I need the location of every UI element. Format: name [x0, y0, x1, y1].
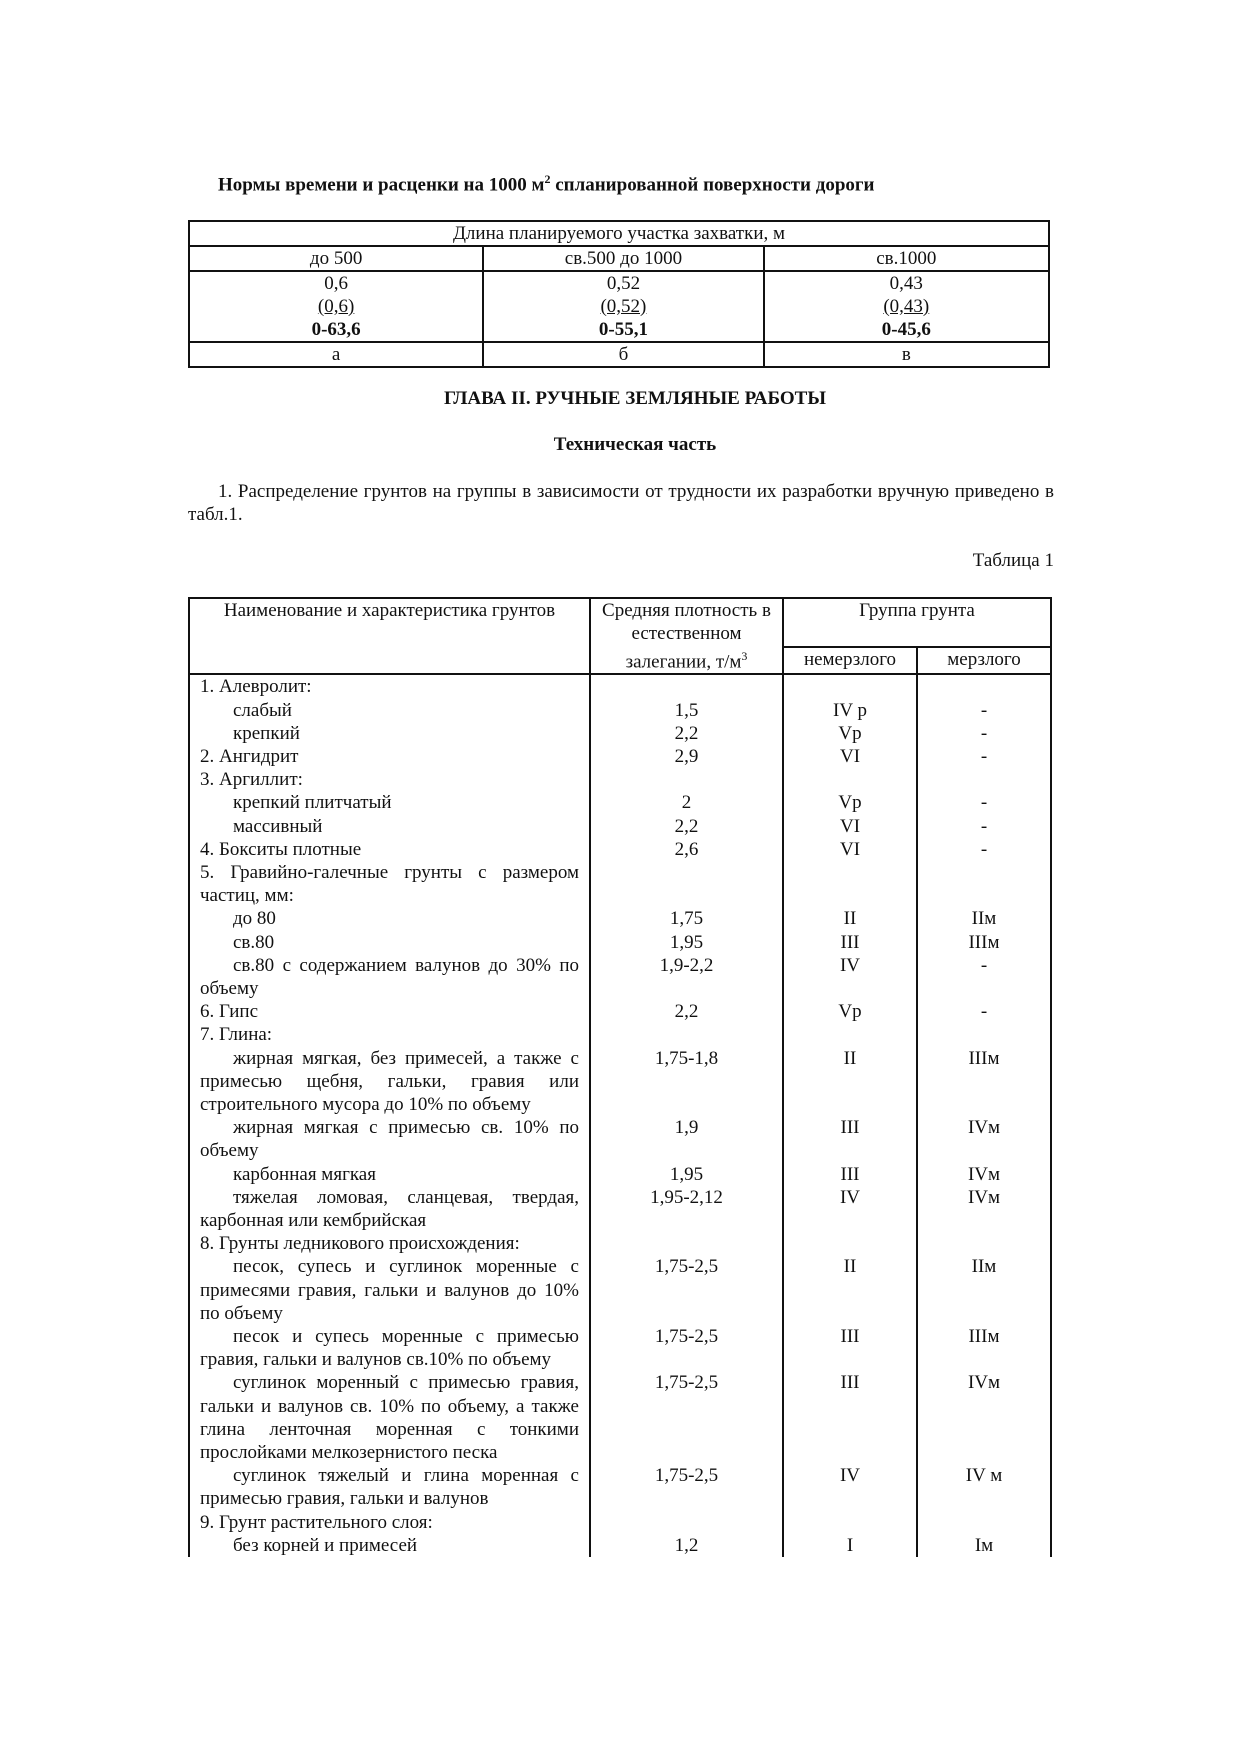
table-row — [189, 931, 1051, 954]
group-unfrozen-cell: Vр — [783, 1000, 917, 1023]
norm-cell-b — [483, 271, 763, 342]
norm-title-rest: спланированной поверхности дороги — [550, 174, 875, 196]
table-row — [189, 1000, 1051, 1023]
norm-time-paren-b: (0,52) — [600, 296, 647, 317]
header-unfrozen: немерзлого — [783, 647, 917, 674]
group-unfrozen-cell: II — [783, 1255, 917, 1325]
section-title: Техническая часть — [553, 434, 717, 455]
group-unfrozen-cell: IV — [783, 1186, 917, 1232]
soil-name-cell: до 80 — [189, 907, 590, 930]
chapter-title: ГЛАВА II. РУЧНЫЕ ЗЕМЛЯНЫЕ РАБОТЫ — [443, 388, 827, 409]
density-cell: 1,95 — [590, 931, 783, 954]
density-cell: 1,75-2,5 — [590, 1371, 783, 1464]
soil-name-cell: св.80 — [189, 931, 590, 954]
density-cell — [590, 1511, 783, 1534]
density-cell: 1,75-1,8 — [590, 1047, 783, 1117]
group-frozen-cell: - — [917, 838, 1051, 861]
norm-table — [188, 220, 1050, 368]
norm-time-b: 0,52 — [606, 273, 641, 294]
table-row — [189, 1047, 1051, 1117]
table-row — [189, 1534, 1051, 1557]
table-row — [189, 1232, 1051, 1255]
group-frozen-cell: - — [917, 815, 1051, 838]
soil-name-cell: 3. Аргиллит: — [189, 768, 590, 791]
density-cell: 1,75 — [590, 907, 783, 930]
norm-col-3: св.1000 — [764, 246, 1049, 271]
group-unfrozen-cell: II — [783, 1047, 917, 1117]
table-row — [189, 1163, 1051, 1186]
group-frozen-cell: IIIм — [917, 931, 1051, 954]
soil-name-cell: 7. Глина: — [189, 1023, 590, 1046]
norm-table-header: Длина планируемого участка захватки, м — [189, 221, 1049, 246]
density-cell: 2,2 — [590, 1000, 783, 1023]
group-unfrozen-cell: I — [783, 1534, 917, 1557]
soil-name-cell: суглинок моренный с примесью гравия, гальки и валунов св. 10% по объему, а также глина ленточная моренная с тонкими прослойками мелкозернистого песка — [189, 1371, 590, 1464]
table-row — [189, 1255, 1051, 1325]
group-frozen-cell: IIIм — [917, 1047, 1051, 1117]
group-unfrozen-cell — [783, 674, 917, 698]
norm-time-paren-a: (0,6) — [317, 296, 355, 317]
group-frozen-cell — [917, 1511, 1051, 1534]
soil-name-cell: карбонная мягкая — [189, 1163, 590, 1186]
group-unfrozen-cell: III — [783, 1163, 917, 1186]
group-unfrozen-cell: Vр — [783, 722, 917, 745]
soil-name-cell: слабый — [189, 699, 590, 722]
norm-price-a: 0-63,6 — [311, 319, 361, 340]
norm-price-b: 0-55,1 — [598, 319, 648, 340]
soil-name-cell: без корней и примесей — [189, 1534, 590, 1557]
soil-name-cell: тяжелая ломовая, сланцевая, твердая, карбонная или кембрийская — [189, 1186, 590, 1232]
norm-time-v: 0,43 — [889, 273, 923, 294]
soil-name-cell: суглинок тяжелый и глина моренная с примесью гравия, гальки и валунов — [189, 1464, 590, 1510]
table-row — [189, 954, 1051, 1000]
group-frozen-cell: IVм — [917, 1371, 1051, 1464]
group-unfrozen-cell: III — [783, 1325, 917, 1371]
density-cell: 1,5 — [590, 699, 783, 722]
density-cell: 1,75-2,5 — [590, 1325, 783, 1371]
header-name — [189, 598, 590, 674]
soil-table-body — [189, 674, 1051, 1557]
group-frozen-cell — [917, 768, 1051, 791]
table-row — [189, 745, 1051, 768]
group-frozen-cell: - — [917, 722, 1051, 745]
group-frozen-cell: IIм — [917, 1255, 1051, 1325]
table-row — [189, 1325, 1051, 1371]
soil-name-cell: жирная мягкая с примесью св. 10% по объему — [189, 1116, 590, 1162]
table-row — [189, 1464, 1051, 1510]
density-cell: 1,95-2,12 — [590, 1186, 783, 1232]
table-row — [189, 699, 1051, 722]
table-row — [189, 861, 1051, 907]
soil-name-cell: крепкий плитчатый — [189, 791, 590, 814]
group-unfrozen-cell: VI — [783, 745, 917, 768]
density-cell: 1,75-2,5 — [590, 1464, 783, 1510]
soil-name-cell: песок, супесь и суглинок моренные с примесями гравия, гальки и валунов до 10% по объему — [189, 1255, 590, 1325]
header-name-text: Наименование и характеристика грунтов — [223, 600, 556, 621]
group-unfrozen-cell — [783, 768, 917, 791]
table-row — [189, 838, 1051, 861]
density-cell: 1,75-2,5 — [590, 1255, 783, 1325]
norm-col-2: св.500 до 1000 — [483, 246, 763, 271]
norm-cell-a — [189, 271, 483, 342]
group-unfrozen-cell — [783, 861, 917, 907]
group-frozen-cell: IVм — [917, 1116, 1051, 1162]
soil-name-cell: св.80 с содержанием валунов до 30% по объему — [189, 954, 590, 1000]
group-unfrozen-cell — [783, 1511, 917, 1534]
norm-title-sup: 2 — [544, 172, 551, 186]
density-cell: 1,2 — [590, 1534, 783, 1557]
soil-name-cell: 8. Грунты ледникового происхождения: — [189, 1232, 590, 1255]
density-cell — [590, 1232, 783, 1255]
density-cell: 1,9-2,2 — [590, 954, 783, 1000]
group-unfrozen-cell: IV — [783, 1464, 917, 1510]
table-row — [189, 791, 1051, 814]
soil-name-cell: жирная мягкая, без примесей, а также с примесью щебня, гальки, гравия или строительного мусора до 10% по объему — [189, 1047, 590, 1117]
group-frozen-cell: - — [917, 745, 1051, 768]
density-cell — [590, 768, 783, 791]
soil-name-cell: 2. Ангидрит — [189, 745, 590, 768]
group-frozen-cell: IIм — [917, 907, 1051, 930]
table-row — [189, 1371, 1051, 1464]
header-frozen: мерзлого — [917, 647, 1051, 674]
group-unfrozen-cell: VI — [783, 838, 917, 861]
group-frozen-cell: IVм — [917, 1186, 1051, 1232]
norm-letter-v: в — [764, 342, 1049, 367]
group-unfrozen-cell: III — [783, 1116, 917, 1162]
intro-paragraph: 1. Распределение грунтов на группы в зависимости от трудности их разработки вручную приведено в табл.1. — [188, 481, 1054, 525]
table-number: Таблица 1 — [972, 550, 1054, 571]
density-cell: 2,6 — [590, 838, 783, 861]
table-row — [189, 1023, 1051, 1046]
group-frozen-cell: Iм — [917, 1534, 1051, 1557]
group-unfrozen-cell: III — [783, 931, 917, 954]
group-frozen-cell: - — [917, 954, 1051, 1000]
table-row — [189, 907, 1051, 930]
soil-name-cell: массивный — [189, 815, 590, 838]
group-unfrozen-cell: III — [783, 1371, 917, 1464]
soil-name-cell: крепкий — [189, 722, 590, 745]
norm-title-text: Нормы времени и расценки на 1000 м — [218, 174, 545, 196]
table-row — [189, 1186, 1051, 1232]
group-frozen-cell: - — [917, 699, 1051, 722]
table-row — [189, 674, 1051, 698]
group-frozen-cell: IV м — [917, 1464, 1051, 1510]
norm-time-paren-v: (0,43) — [883, 296, 930, 317]
group-unfrozen-cell — [783, 1232, 917, 1255]
density-cell — [590, 674, 783, 698]
norm-letter-a: а — [189, 342, 483, 367]
group-frozen-cell: IIIм — [917, 1325, 1051, 1371]
density-cell: 2 — [590, 791, 783, 814]
density-cell: 2,9 — [590, 745, 783, 768]
header-group: Группа грунта — [783, 598, 1051, 647]
norm-col-1: до 500 — [189, 246, 483, 271]
soil-name-cell: 9. Грунт растительного слоя: — [189, 1511, 590, 1534]
norm-time-a: 0,6 — [324, 273, 348, 294]
table-row — [189, 815, 1051, 838]
density-cell: 1,95 — [590, 1163, 783, 1186]
soil-name-cell: 5. Гравийно-галечные грунты с размером частиц, мм: — [189, 861, 590, 907]
norm-cell-v — [764, 271, 1049, 342]
soil-name-cell: песок и супесь моренные с примесью гравия, гальки и валунов св.10% по объему — [189, 1325, 590, 1371]
table-row — [189, 1511, 1051, 1534]
group-frozen-cell — [917, 861, 1051, 907]
group-unfrozen-cell: IV р — [783, 699, 917, 722]
soil-name-cell: 1. Алевролит: — [189, 674, 590, 698]
header-density — [590, 598, 783, 674]
soil-groups-table — [188, 597, 1052, 1557]
group-frozen-cell — [917, 1232, 1051, 1255]
table-row — [189, 722, 1051, 745]
density-cell — [590, 861, 783, 907]
norm-letter-b: б — [483, 342, 763, 367]
density-cell: 2,2 — [590, 722, 783, 745]
group-frozen-cell: - — [917, 791, 1051, 814]
group-unfrozen-cell: IV — [783, 954, 917, 1000]
group-frozen-cell: IVм — [917, 1163, 1051, 1186]
norm-price-v: 0-45,6 — [881, 319, 931, 340]
density-cell: 1,9 — [590, 1116, 783, 1162]
density-cell — [590, 1023, 783, 1046]
table-row — [189, 1116, 1051, 1162]
header-density-sup: 3 — [741, 649, 748, 663]
group-unfrozen-cell — [783, 1023, 917, 1046]
group-unfrozen-cell: II — [783, 907, 917, 930]
group-unfrozen-cell: VI — [783, 815, 917, 838]
density-cell: 2,2 — [590, 815, 783, 838]
group-frozen-cell — [917, 1023, 1051, 1046]
norm-table-title — [218, 172, 1038, 196]
group-frozen-cell — [917, 674, 1051, 698]
header-density-text: Средняя плотность в естественном залегании, т/м — [602, 600, 771, 673]
group-frozen-cell: - — [917, 1000, 1051, 1023]
table-row — [189, 768, 1051, 791]
soil-name-cell: 4. Бокситы плотные — [189, 838, 590, 861]
group-unfrozen-cell: Vр — [783, 791, 917, 814]
soil-name-cell: 6. Гипс — [189, 1000, 590, 1023]
